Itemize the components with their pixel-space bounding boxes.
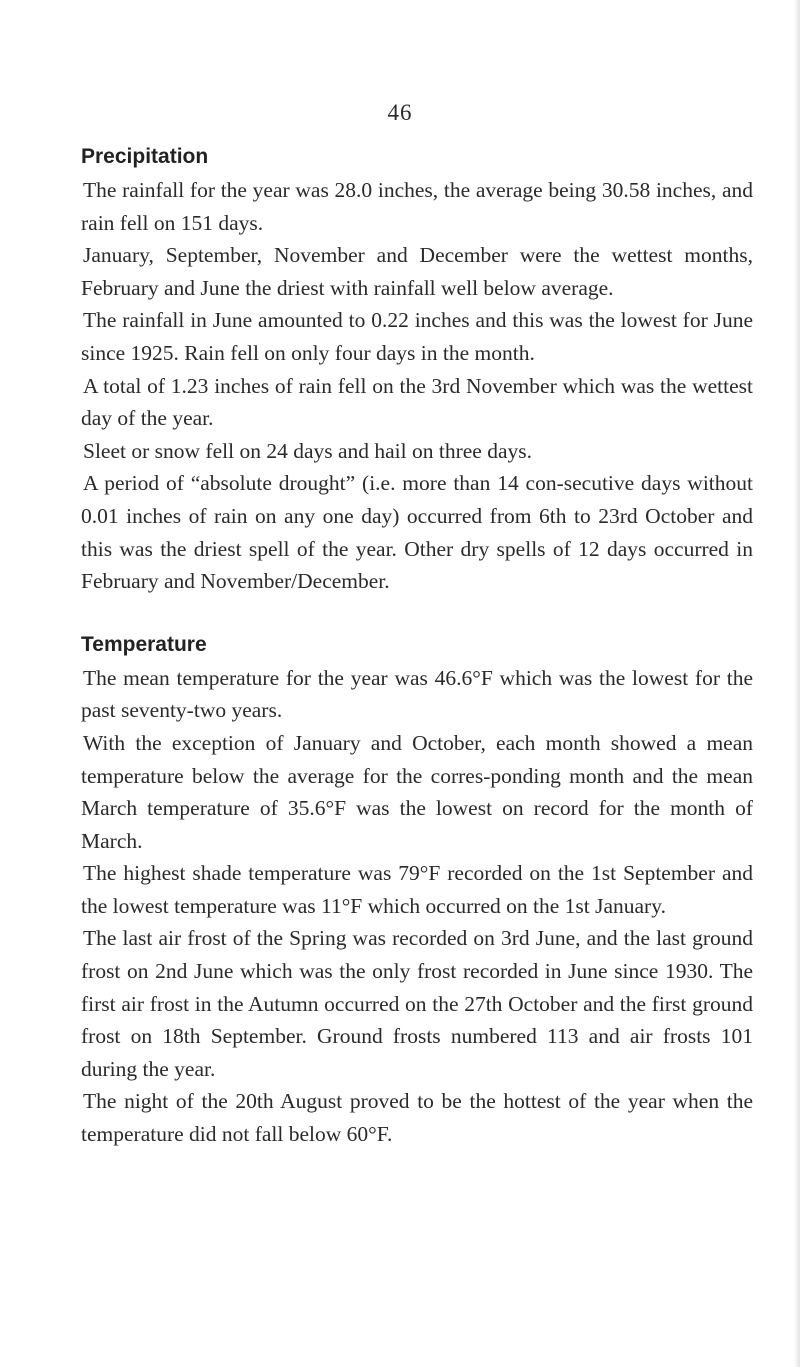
- precipitation-paragraph-5: Sleet or snow fell on 24 days and hail on three days.: [83, 438, 533, 463]
- precipitation-paragraph-4: A total of 1.23 inches of rain fell on the 3rd November which was the wettest day of the year.: [81, 373, 753, 431]
- precipitation-heading: Precipitation: [81, 145, 209, 168]
- precipitation-paragraph-2: January, September, November and December were the wettest months, February and June the driest with rainfall well below average.: [81, 243, 753, 300]
- document-body: [81, 140, 753, 1151]
- temperature-paragraph-4: The last air frost of the Spring was recorded on 3rd June, and the last ground frost on 2nd June which was the only frost recorded in June since 1930. The first air frost in the Autumn occurred on the 27th October and the first ground frost on 18th September. Ground frosts numbered 113 and air frosts 101 during the year.: [81, 926, 753, 1081]
- page-number: 46: [387, 100, 413, 125]
- precipitation-section: [81, 140, 753, 598]
- page-edge-shadow: [794, 0, 800, 1367]
- temperature-paragraph-2: With the exception of January and October, each month showed a mean temperature below the average for the corres-ponding month and the mean March temperature of 35.6°F was the lowest on record for the month of March.: [81, 730, 753, 853]
- temperature-paragraph-3: The highest shade temperature was 79°F recorded on the 1st September and the lowest temperature was 11°F which occurred on the 1st January.: [81, 861, 753, 918]
- precipitation-paragraph-3: The rainfall in June amounted to 0.22 inches and this was the lowest for June since 1925. Rain fell on only four days in the month.: [81, 308, 753, 365]
- temperature-heading: Temperature: [81, 632, 207, 656]
- temperature-paragraph-5: The night of the 20th August proved to be the hottest of the year when the temperature did not fall below 60°F.: [81, 1089, 753, 1147]
- temperature-section: [81, 628, 753, 1151]
- temperature-paragraph-1: The mean temperature for the year was 46.6°F which was the lowest for the past seventy-two years.: [81, 665, 753, 723]
- precipitation-paragraph-6: A period of “absolute drought” (i.e. more than 14 con-secutive days without 0.01 inches of rain on any one day) occurred from 6th to 23rd October and this was the driest spell of the year. Other dry spells of 12 days occurred in February and November/December.: [81, 471, 753, 594]
- precipitation-paragraph-1: The rainfall for the year was 28.0 inches, the average being 30.58 inches, and rain fell on 151 days.: [81, 178, 753, 235]
